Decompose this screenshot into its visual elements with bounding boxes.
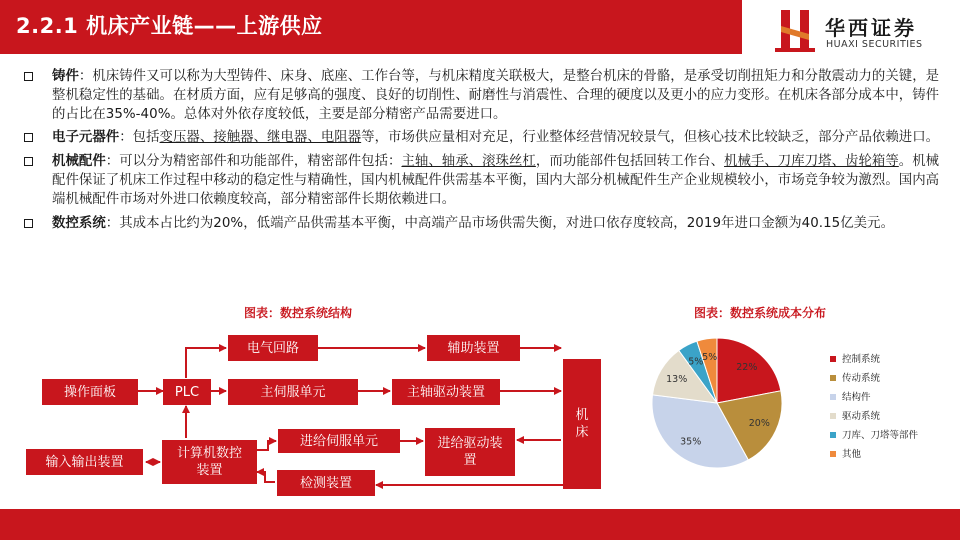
legend-swatch [830, 432, 836, 438]
bullet-underlined-text: 主轴、轴承、滚珠丝杠 [401, 154, 536, 170]
bullet-text: ：机床铸件又可以称为大型铸件、床身、底座、工作台等，与机床精度关联极大，是整台机床的骨骼，是承受切削扭矩力和分散震动力的关键，是整机稳定性的基础。在材质方面，应有足够高的强度、良好的切削性、耐磨性与消震性、合理的硬度以及更小的应力变形。在机床各部分成本中，铸件的占比在35%-40%。总体对外依存度较低，主要是部分精密产品需要进口。 [52, 69, 940, 122]
title-bar [0, 0, 742, 54]
pie-data-label-1: 20% [748, 417, 770, 429]
legend-label: 结构件 [842, 392, 871, 403]
cnc-device-node: 计算机数控 装置 [162, 440, 257, 484]
company-logo [775, 8, 955, 54]
footer-bar [0, 509, 960, 540]
cost-distribution-pie-chart [640, 322, 950, 482]
pie-data-label-4: 5% [688, 356, 704, 368]
legend-label: 驱动系统 [842, 411, 881, 422]
bullet-box-icon [24, 157, 33, 166]
bullet-box-icon [24, 133, 33, 142]
bullet-text: ：其成本占比约为20%，低端产品供需基本平衡，中高端产品市场供需失衡，对进口依存度较高，2019年进口金额为40.15亿美元。 [105, 215, 895, 231]
pie-data-label-3: 13% [666, 374, 688, 386]
cnc-structure-diagram [20, 322, 620, 502]
feed-servo-node: 进给伺服单元 [278, 429, 400, 453]
bullet-text: ：包括 [119, 130, 160, 146]
main-servo-node: 主伺服单元 [228, 379, 358, 405]
bullet-list [22, 68, 942, 238]
legend-swatch [830, 375, 836, 381]
bullet-heading: 铸件 [52, 69, 79, 84]
bullet-underlined-text: 机械手、刀库刀塔、齿轮箱等 [724, 154, 899, 170]
legend-item [830, 407, 918, 426]
bullet-text: 。机械配件保证了机床工作过程中移动的稳定性与精确性，国内机械配件供需基本平衡，国内大部分机械配件生产企业规模较小，市场竞争较为激烈。国内高端机械配件市场对外进口依赖度较高，部分精密部件长期依赖进口。 [52, 154, 940, 207]
legend-item [830, 426, 918, 445]
bullet-heading: 机械配件 [52, 154, 106, 170]
arrow-detection-to-cnc [257, 472, 275, 482]
plc-node: PLC [163, 379, 211, 405]
page-title: 2.2.1 机床产业链——上游供应 [16, 14, 323, 38]
pie-data-label-5: 5% [702, 351, 718, 363]
spindle-drive-node: 主轴驱动装置 [392, 379, 500, 405]
bullet-mechanical-parts [22, 153, 942, 209]
io-device-node: 输入输出装置 [26, 449, 143, 475]
bullet-cnc-system [22, 215, 942, 234]
bullet-text: ，而功能部件包括回转工作台、 [535, 154, 725, 170]
legend-item [830, 350, 918, 369]
legend-label: 控制系统 [842, 354, 881, 365]
legend-item [830, 369, 918, 388]
bullet-box-icon [24, 72, 33, 81]
auxiliary-device-node: 辅助装置 [427, 335, 520, 361]
arrow-plc-to-circuit [186, 348, 226, 378]
bullet-underlined-text: 变压器、接触器、继电器、电阻器 [159, 130, 362, 146]
feed-drive-node: 进给驱动装 置 [425, 428, 515, 476]
bullet-heading: 数控系统 [52, 215, 106, 231]
bullet-text: 等，市场供应量相对充足，行业整体经营情况较景气，但核心技术比较缺乏，部分产品依赖进口。 [361, 130, 940, 146]
detection-device-node: 检测装置 [277, 470, 375, 496]
control-panel-node: 操作面板 [42, 379, 138, 405]
legend-item [830, 388, 918, 407]
pie-title: 图表：数控系统成本分布 [694, 306, 827, 320]
pie-chart-svg [640, 322, 820, 482]
bullet-box-icon [24, 219, 33, 228]
machine-tool-node: 机 床 [563, 359, 601, 489]
legend-swatch [830, 451, 836, 457]
pie-legend [830, 350, 918, 464]
bullet-heading: 电子元器件 [52, 130, 120, 146]
logo-english-name: HUAXI SECURITIES [826, 39, 923, 50]
bullet-text: ：可以分为精密部件和功能部件，精密部件包括： [105, 154, 402, 170]
bullet-castings [22, 68, 942, 124]
legend-swatch [830, 413, 836, 419]
diagram-title: 图表：数控系统结构 [244, 306, 353, 320]
legend-swatch [830, 356, 836, 362]
legend-item [830, 445, 918, 464]
legend-label: 其他 [842, 449, 862, 460]
legend-swatch [830, 394, 836, 400]
huaxi-logo-icon [775, 8, 815, 54]
logo-chinese-name: 华西证券 [825, 16, 917, 40]
electrical-circuit-node: 电气回路 [228, 335, 318, 361]
arrow-cnc-to-feed-servo [257, 441, 276, 450]
pie-data-label-2: 35% [680, 436, 702, 448]
bullet-electronic-components [22, 129, 942, 148]
legend-label: 传动系统 [842, 373, 881, 384]
pie-data-label-0: 22% [736, 361, 758, 373]
legend-label: 刀库、刀塔等部件 [842, 430, 919, 441]
